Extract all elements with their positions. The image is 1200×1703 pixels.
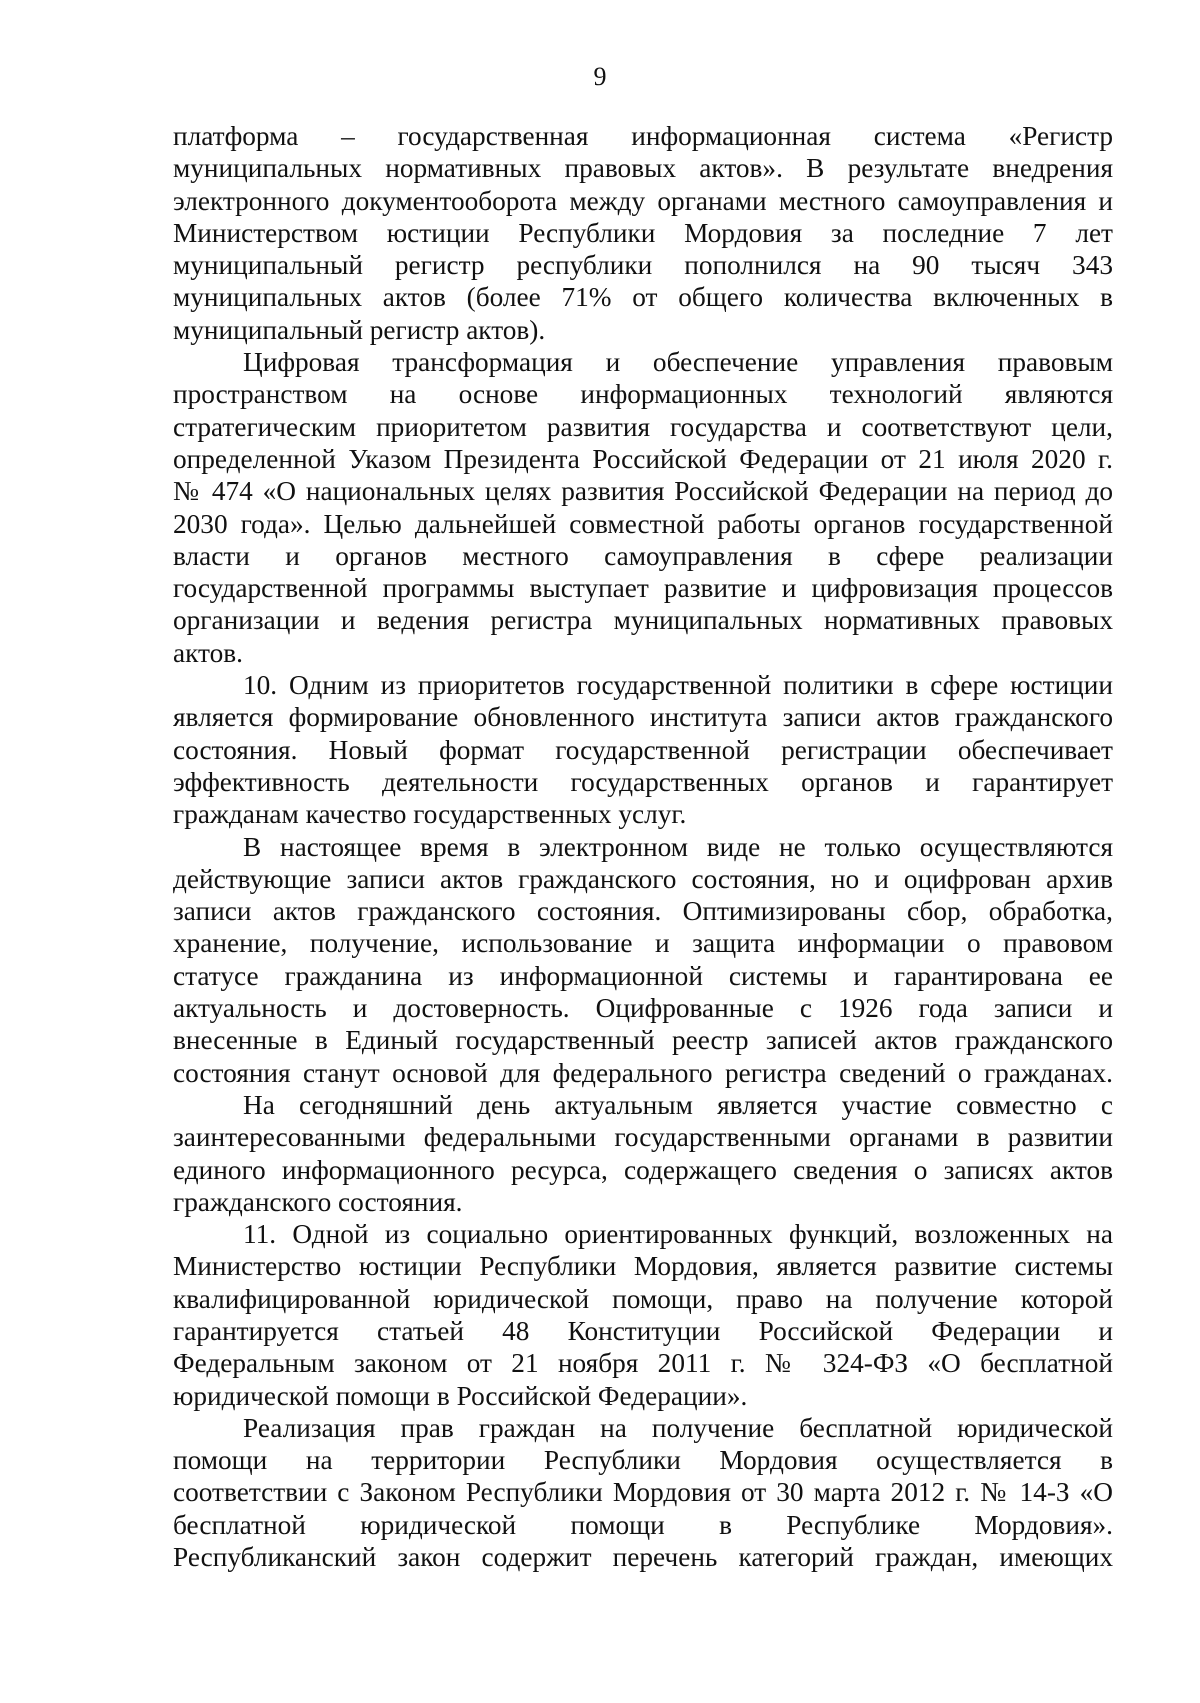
text-line: В настоящее время в электронном виде не только осуществляются bbox=[243, 831, 1113, 862]
page-number: 9 bbox=[593, 62, 607, 91]
text-line: муниципальных актов (более 71% от общего количества включенных в bbox=[173, 282, 1113, 313]
text-line: стратегическим приоритетом развития государства и соответствуют цели, bbox=[173, 411, 1113, 442]
text-line: помощи на территории Республики Мордовия осуществляется в bbox=[173, 1445, 1113, 1476]
text-line: соответствии с Законом Республики Мордовия от 30 марта 2012 г. № 14-З «О bbox=[173, 1477, 1113, 1508]
text-line: эффективность деятельности государственных органов и гарантирует bbox=[173, 766, 1113, 797]
text-line: Министерство юстиции Республики Мордовия, является развитие системы bbox=[173, 1251, 1113, 1282]
text-line: гражданам качество государственных услуг. bbox=[173, 799, 687, 830]
text-line: актов. bbox=[173, 637, 243, 668]
text-line: статусе гражданина из информационной системы и гарантирована ее bbox=[173, 960, 1113, 991]
text-line: пространством на основе информационных технологий являются bbox=[173, 379, 1113, 410]
text-line: актуальность и достоверность. Оцифрованные с 1926 года записи и bbox=[173, 993, 1113, 1024]
text-line: Республиканский закон содержит перечень категорий граждан, имеющих bbox=[173, 1542, 1113, 1573]
text-line: юридической помощи в Российской Федерации». bbox=[173, 1380, 748, 1411]
text-line: Реализация прав граждан на получение бесплатной юридической bbox=[243, 1412, 1113, 1443]
text-line: Министерством юстиции Республики Мордовия за последние 7 лет bbox=[173, 217, 1113, 248]
text-line: заинтересованными федеральными государственными органами в развитии bbox=[173, 1122, 1113, 1153]
text-line: электронного документооборота между органами местного самоуправления и bbox=[173, 185, 1113, 216]
body-text bbox=[173, 120, 1113, 1573]
text-line: состояния. Новый формат государственной регистрации обеспечивает bbox=[173, 734, 1113, 765]
text-line: внесенные в Единый государственный реестр записей актов гражданского bbox=[173, 1025, 1113, 1056]
text-line: Федеральным законом от 21 ноября 2011 г. № 324-ФЗ «О бесплатной bbox=[173, 1348, 1113, 1379]
text-line: № 474 «О национальных целях развития Российской Федерации на период до bbox=[173, 476, 1113, 507]
text-line: Цифровая трансформация и обеспечение управления правовым bbox=[243, 347, 1113, 378]
text-line: муниципальных нормативных правовых актов». В результате внедрения bbox=[173, 153, 1113, 184]
text-line: хранение, получение, использование и защита информации о правовом bbox=[173, 928, 1113, 959]
text-line: государственной программы выступает развитие и цифровизация процессов bbox=[173, 573, 1113, 604]
text-line: действующие записи актов гражданского состояния, но и оцифрован архив bbox=[173, 863, 1113, 894]
text-line: бесплатной юридической помощи в Республике Мордовия». bbox=[173, 1509, 1113, 1540]
text-line: 11. Одной из социально ориентированных функций, возложенных на bbox=[243, 1219, 1113, 1250]
text-line: На сегодняшний день актуальным является участие совместно с bbox=[243, 1089, 1113, 1120]
text-line: гарантируется статьей 48 Конституции Российской Федерации и bbox=[173, 1315, 1113, 1346]
text-line: власти и органов местного самоуправления в сфере реализации bbox=[173, 540, 1113, 571]
text-line: состояния станут основой для федерального регистра сведений о гражданах. bbox=[173, 1057, 1113, 1088]
text-line: гражданского состояния. bbox=[173, 1186, 463, 1217]
text-line: платформа – государственная информационная система «Регистр bbox=[173, 121, 1113, 151]
text-line: муниципальный регистр республики пополнился на 90 тысяч 343 bbox=[173, 250, 1113, 281]
text-line: муниципальный регистр актов). bbox=[173, 314, 546, 345]
text-line: организации и ведения регистра муниципальных нормативных правовых bbox=[173, 605, 1113, 636]
text-line: квалифицированной юридической помощи, право на получение которой bbox=[173, 1283, 1113, 1314]
text-line: определенной Указом Президента Российской Федерации от 21 июля 2020 г. bbox=[173, 443, 1113, 474]
text-line: 2030 года». Целью дальнейшей совместной работы органов государственной bbox=[173, 508, 1113, 539]
text-line: 10. Одним из приоритетов государственной политики в сфере юстиции bbox=[243, 670, 1113, 701]
text-line: записи актов гражданского состояния. Оптимизированы сбор, обработка, bbox=[173, 896, 1113, 927]
text-line: является формирование обновленного института записи актов гражданского bbox=[173, 702, 1113, 733]
text-line: единого информационного ресурса, содержащего сведения о записях актов bbox=[173, 1154, 1113, 1185]
